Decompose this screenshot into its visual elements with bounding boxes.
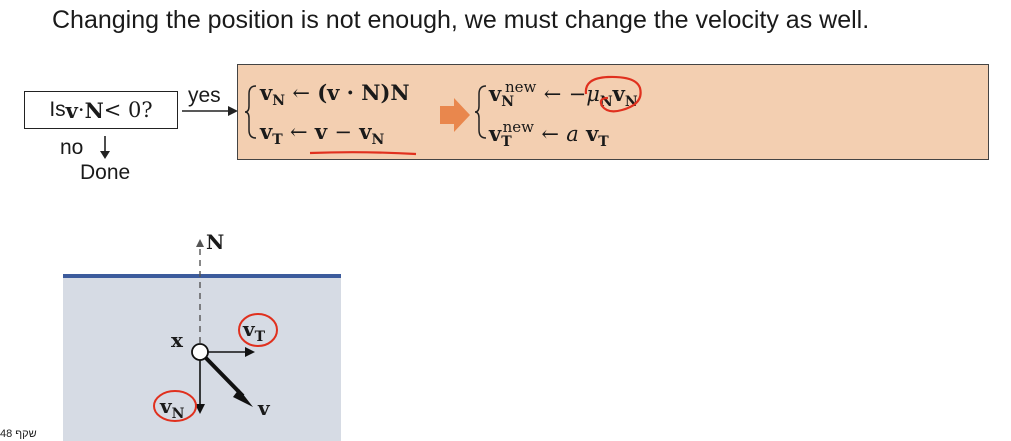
done-label: Done [80, 161, 131, 184]
condition-box: Is v · N < 0? [24, 91, 178, 129]
no-label: no [60, 136, 84, 159]
equation-vt: $v_T$ ← $v - v_N$ [260, 119, 385, 148]
yes-label: yes [188, 84, 221, 107]
yes-arrow [180, 104, 240, 118]
normal-label: N [206, 230, 225, 254]
collision-point [192, 344, 208, 360]
normal-arrowhead [196, 239, 204, 247]
v-label: v [258, 396, 270, 420]
right-brace [474, 84, 488, 140]
v-arrowhead [233, 389, 253, 407]
red-circle-annotation [578, 72, 650, 118]
left-brace [244, 84, 258, 140]
slide-number: שקף 48 [0, 428, 37, 440]
vt-label: $v_T$ [243, 317, 266, 345]
v-arrow [203, 355, 243, 396]
slide-title: Changing the position is not enough, we must change the velocity as well. [52, 6, 870, 34]
point-label: x [171, 328, 183, 352]
no-arrow [98, 134, 112, 160]
red-underline-annotation [308, 148, 420, 158]
equation-vn-new: $v_N^{new}$ ← $-\mu_Nv_N$ [489, 78, 638, 110]
equation-vn: $v_N$ ← (v · N)N [260, 80, 410, 109]
vt-arrowhead [245, 347, 255, 357]
equation-vt-new: $v_T^{new}$ ← a $v_T$ [489, 118, 609, 150]
vn-label: $v_N$ [160, 394, 185, 422]
orange-arrow-icon [438, 96, 472, 134]
collision-diagram [63, 225, 343, 441]
